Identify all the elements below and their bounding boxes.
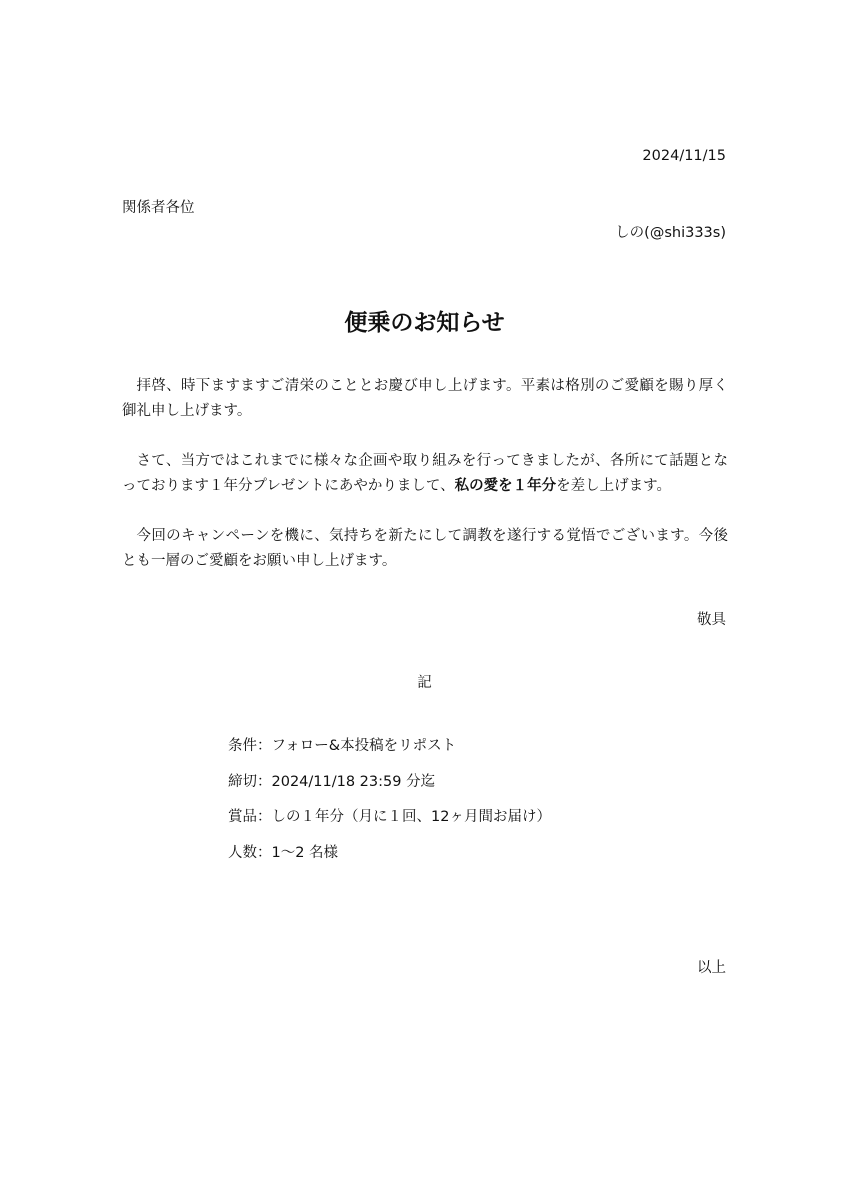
detail-conditions: 条件：フォロー&本投稿をリポスト: [228, 738, 457, 754]
announcement-highlight: 私の愛を１年分: [454, 478, 557, 494]
details-list: [228, 736, 551, 878]
detail-winners: 人数：1〜2 名様: [228, 844, 339, 861]
paragraph-greeting: 拝啓、時下ますますご清栄のこととお慶び申し上げます。平素は格別のご愛顧を賜り厚く御礼申し上げます。: [122, 378, 728, 419]
letter-body: [122, 374, 728, 599]
end-mark: 以上: [697, 960, 726, 976]
detail-prize: 賞品：しの１年分（月に１回、12ヶ月間お届け）: [228, 809, 551, 825]
announcement-text-end: を差し上げます。: [556, 478, 671, 494]
sender-line: しの(@shi333s): [615, 225, 726, 241]
document-title: 便乗のお知らせ: [344, 310, 505, 336]
notes-heading: 記: [417, 675, 432, 691]
recipient-line: 関係者各位: [122, 200, 195, 216]
closing-phrase: 敬具: [697, 612, 726, 628]
document-date: 2024/11/15: [642, 148, 726, 164]
announcement-text-start: さて、当方ではこれまでに様々な企画や取り組みを行ってきましたが、各所にて話題となっております１年分プレゼントにあやかりまして、: [122, 453, 728, 494]
paragraph-announcement: [122, 449, 728, 499]
detail-deadline: 締切：2024/11/18 23:59 分迄: [228, 773, 436, 790]
paragraph-resolution: 今回のキャンペーンを機に、気持ちを新たにして調教を遂行する覚悟でございます。今後とも一層のご愛顧をお願い申し上げます。: [122, 528, 728, 569]
